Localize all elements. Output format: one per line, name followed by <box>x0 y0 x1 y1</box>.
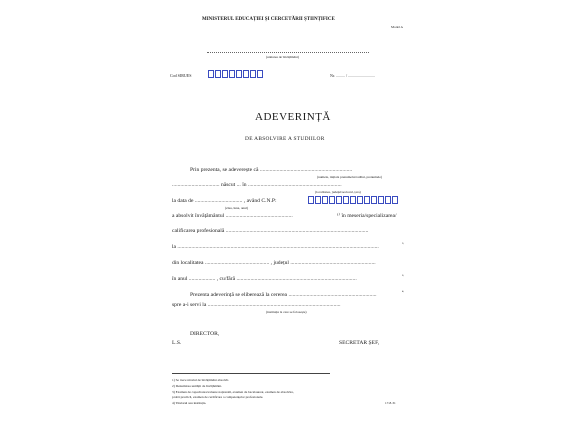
secretar-label: SECRETAR ȘEF, <box>339 340 380 346</box>
body-line-3: la data de .................................. , având C.N.P: <box>172 198 277 204</box>
footnote-1: 1) Se trece nivelul de învățământ absolvit. <box>172 378 230 382</box>
body-line-2: .................................. născut ... în ................................................................... <box>172 182 342 188</box>
caption-place: (localitatea, județul/sectorul, țara) <box>315 190 361 194</box>
director-label: DIRECTOR, <box>190 331 220 337</box>
body-line-6: la ................................................................................................................................................ <box>172 244 379 250</box>
caption-institution: (instituția la care se folosește) <box>266 310 307 314</box>
ls-label: L.S. <box>172 340 182 346</box>
body-line-10: spre a-i servi la ............................................................................................... <box>172 302 341 308</box>
footnote-ref-2: ²⁾ <box>402 242 404 246</box>
sirues-label: Cod SIRUES <box>170 73 192 78</box>
caption-name: (numele, inițiala prenumelui tatălui, prenumele) <box>317 175 382 179</box>
document-subtitle: DE ABSOLVIRE A STUDIILOR <box>245 136 325 142</box>
body-line-5: calificarea profesională ...................................................................................................... <box>172 228 369 234</box>
body-line-1: Prin prezenta, se adeverește că .................................................................. <box>190 167 353 173</box>
footnote-2: 2) Denumirea unității de învățământ. <box>172 384 222 388</box>
model-label: Model A <box>391 25 403 29</box>
ministry-heading: MINISTERUL EDUCAȚIEI ȘI CERCETĂRII ȘTIINȚIFICE <box>202 17 335 22</box>
document-title: ADEVERINȚĂ <box>255 111 331 123</box>
school-line <box>207 52 369 53</box>
body-line-4-end: ¹⁾ în meseria/specializarea/ <box>337 213 397 219</box>
caption-date: (ziua, luna, anul) <box>225 206 248 210</box>
body-line-4: a absolvit învățământul ................................................ <box>172 213 293 219</box>
sirues-boxes[interactable] <box>208 70 264 78</box>
footnote-separator <box>172 373 330 374</box>
footnote-ref-3: ³⁾ <box>402 274 404 278</box>
cnp-boxes[interactable] <box>308 196 399 204</box>
form-code: 17-8-31 <box>385 401 396 405</box>
registration-number: Nr. ......... / ........................... <box>330 73 376 78</box>
footnote-3-cont: probă practică, examen de certificare a competențelor profesionale. <box>172 395 264 399</box>
school-caption: (unitatea de învățământ) <box>266 55 299 59</box>
footnote-4: 4) Titularul sau instituția. <box>172 401 207 405</box>
footnote-ref-4: ⁴⁾ <box>402 290 405 294</box>
footnote-3: 3) Examen de capacitate/evaluare națională, examen de bacalaureat, examen de absolvire, <box>172 390 294 394</box>
body-line-9: Prezenta adeverință se eliberează la cererea ............................................................... <box>190 292 377 298</box>
body-line-8: în anul ................... , cu/fără ...................................................................................... <box>172 276 357 282</box>
body-line-7: din localitatea .............................................. , județul ............................................................. <box>172 260 376 266</box>
